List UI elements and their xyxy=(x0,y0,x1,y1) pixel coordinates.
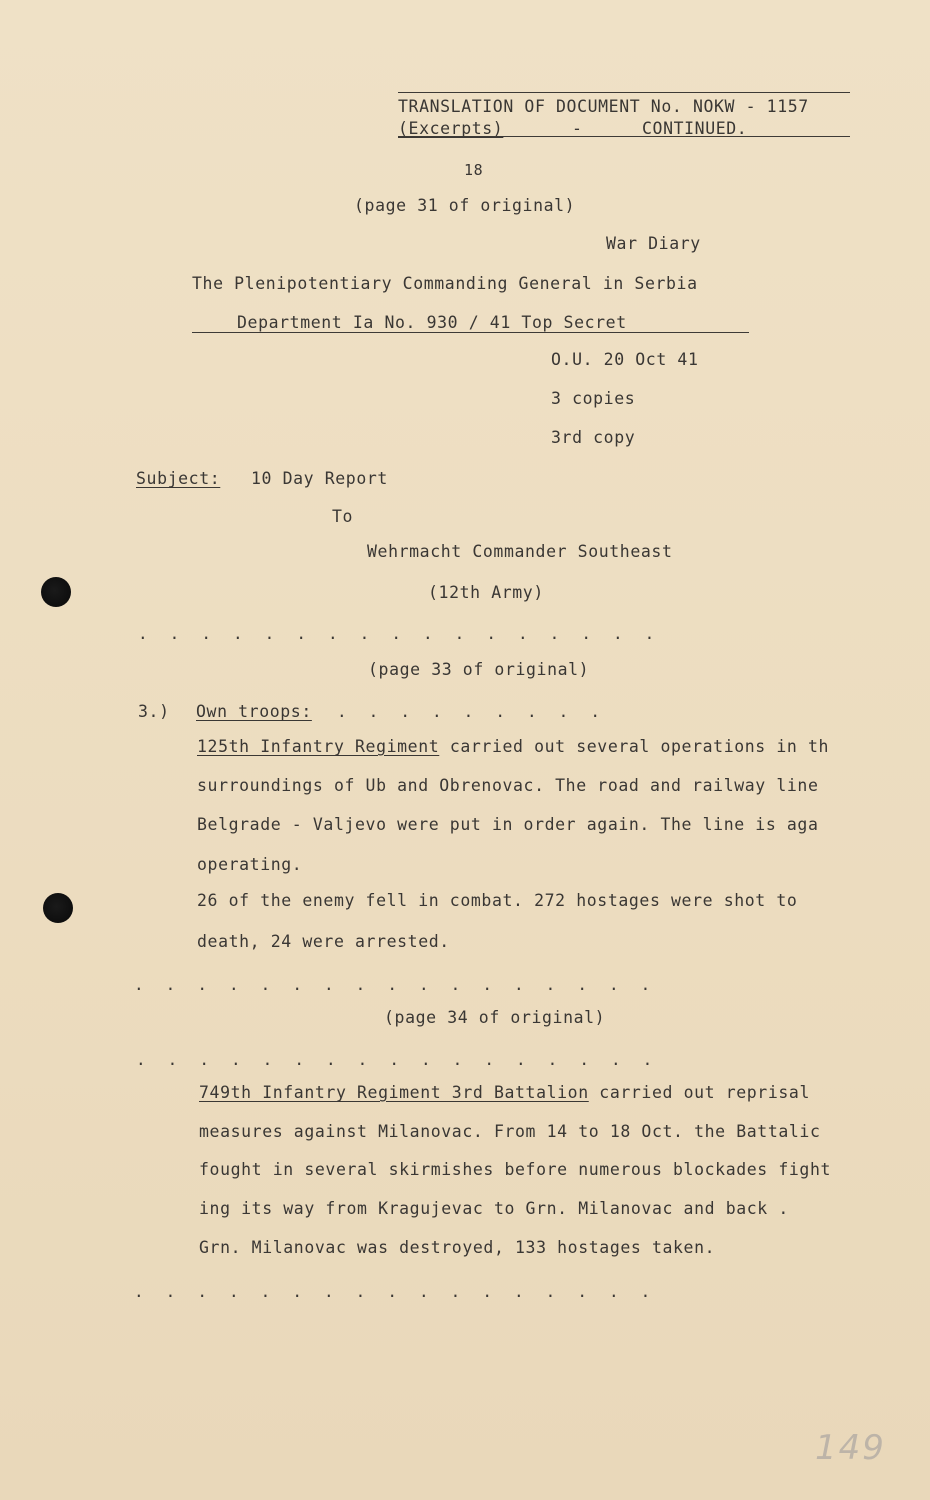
page-number: 18 xyxy=(464,161,484,179)
header-top-rule xyxy=(398,92,850,93)
place-date: O.U. 20 Oct 41 xyxy=(551,350,699,369)
subject-label: Subject: xyxy=(136,469,221,488)
para1-line1 xyxy=(197,737,829,757)
section-heading-dots: . . . . . . . . . xyxy=(337,702,607,721)
to-label: To xyxy=(332,507,354,526)
ellipsis-row-1: . . . . . . . . . . . . . . . . . xyxy=(138,624,661,643)
para3-line2: measures against Milanovac. From 14 to 18 Oct. the Battalic xyxy=(199,1122,821,1141)
section-number: 3.) xyxy=(138,702,170,721)
unit-749th: 749th Infantry Regiment 3rd Battalion xyxy=(199,1083,589,1102)
para1-line4: operating. xyxy=(197,855,303,874)
army: (12th Army) xyxy=(428,583,544,602)
ellipsis-row-4: . . . . . . . . . . . . . . . . . xyxy=(134,1282,657,1301)
para3-line5: Grn. Milanovac was destroyed, 133 hostages taken. xyxy=(199,1238,716,1257)
para3-line1 xyxy=(199,1083,810,1103)
unit-125th: 125th Infantry Regiment xyxy=(197,737,440,756)
handwritten-page-number: 149 xyxy=(815,1428,886,1468)
para1-line3: Belgrade - Valjevo were put in order again. The line is aga xyxy=(197,815,819,834)
page-ref-34: (page 34 of original) xyxy=(384,1008,606,1027)
para1-line2: surroundings of Ub and Obrenovac. The road and railway line xyxy=(197,776,819,795)
para3-line3: fought in several skirmishes before numerous blockades fight xyxy=(199,1160,832,1179)
header-continued: CONTINUED. xyxy=(642,119,748,138)
document-title: War Diary xyxy=(606,234,701,253)
para2-line1: 26 of the enemy fell in combat. 272 hostages were shot to xyxy=(197,891,798,910)
recipient: Wehrmacht Commander Southeast xyxy=(367,542,673,561)
section-heading: Own troops: xyxy=(196,702,312,721)
authority: The Plenipotentiary Commanding General in Serbia xyxy=(192,274,698,293)
header-dash: - xyxy=(572,119,583,138)
header-title: TRANSLATION OF DOCUMENT No. NOKW - 1157 xyxy=(398,97,809,116)
para3-line1-rest: carried out reprisal xyxy=(588,1083,810,1102)
ellipsis-row-2: . . . . . . . . . . . . . . . . . xyxy=(134,975,657,994)
para1-line1-rest: carried out several operations in th xyxy=(439,737,830,756)
ellipsis-row-3: . . . . . . . . . . . . . . . . . xyxy=(136,1050,659,1069)
punch-hole-top xyxy=(41,577,71,607)
copy-number: 3rd copy xyxy=(551,428,636,447)
copies: 3 copies xyxy=(551,389,636,408)
subject-value: 10 Day Report xyxy=(251,469,388,488)
para3-line4: ing its way from Kragujevac to Grn. Milanovac and back . xyxy=(199,1199,789,1218)
department-rule xyxy=(192,332,749,333)
header-bottom-rule xyxy=(398,136,850,137)
page-ref-33: (page 33 of original) xyxy=(368,660,590,679)
page-ref-31: (page 31 of original) xyxy=(354,196,576,215)
para2-line2: death, 24 were arrested. xyxy=(197,932,450,951)
department: Department Ia No. 930 / 41 Top Secret xyxy=(237,313,627,332)
punch-hole-bottom xyxy=(43,893,73,923)
header-excerpts: (Excerpts) xyxy=(398,119,504,138)
